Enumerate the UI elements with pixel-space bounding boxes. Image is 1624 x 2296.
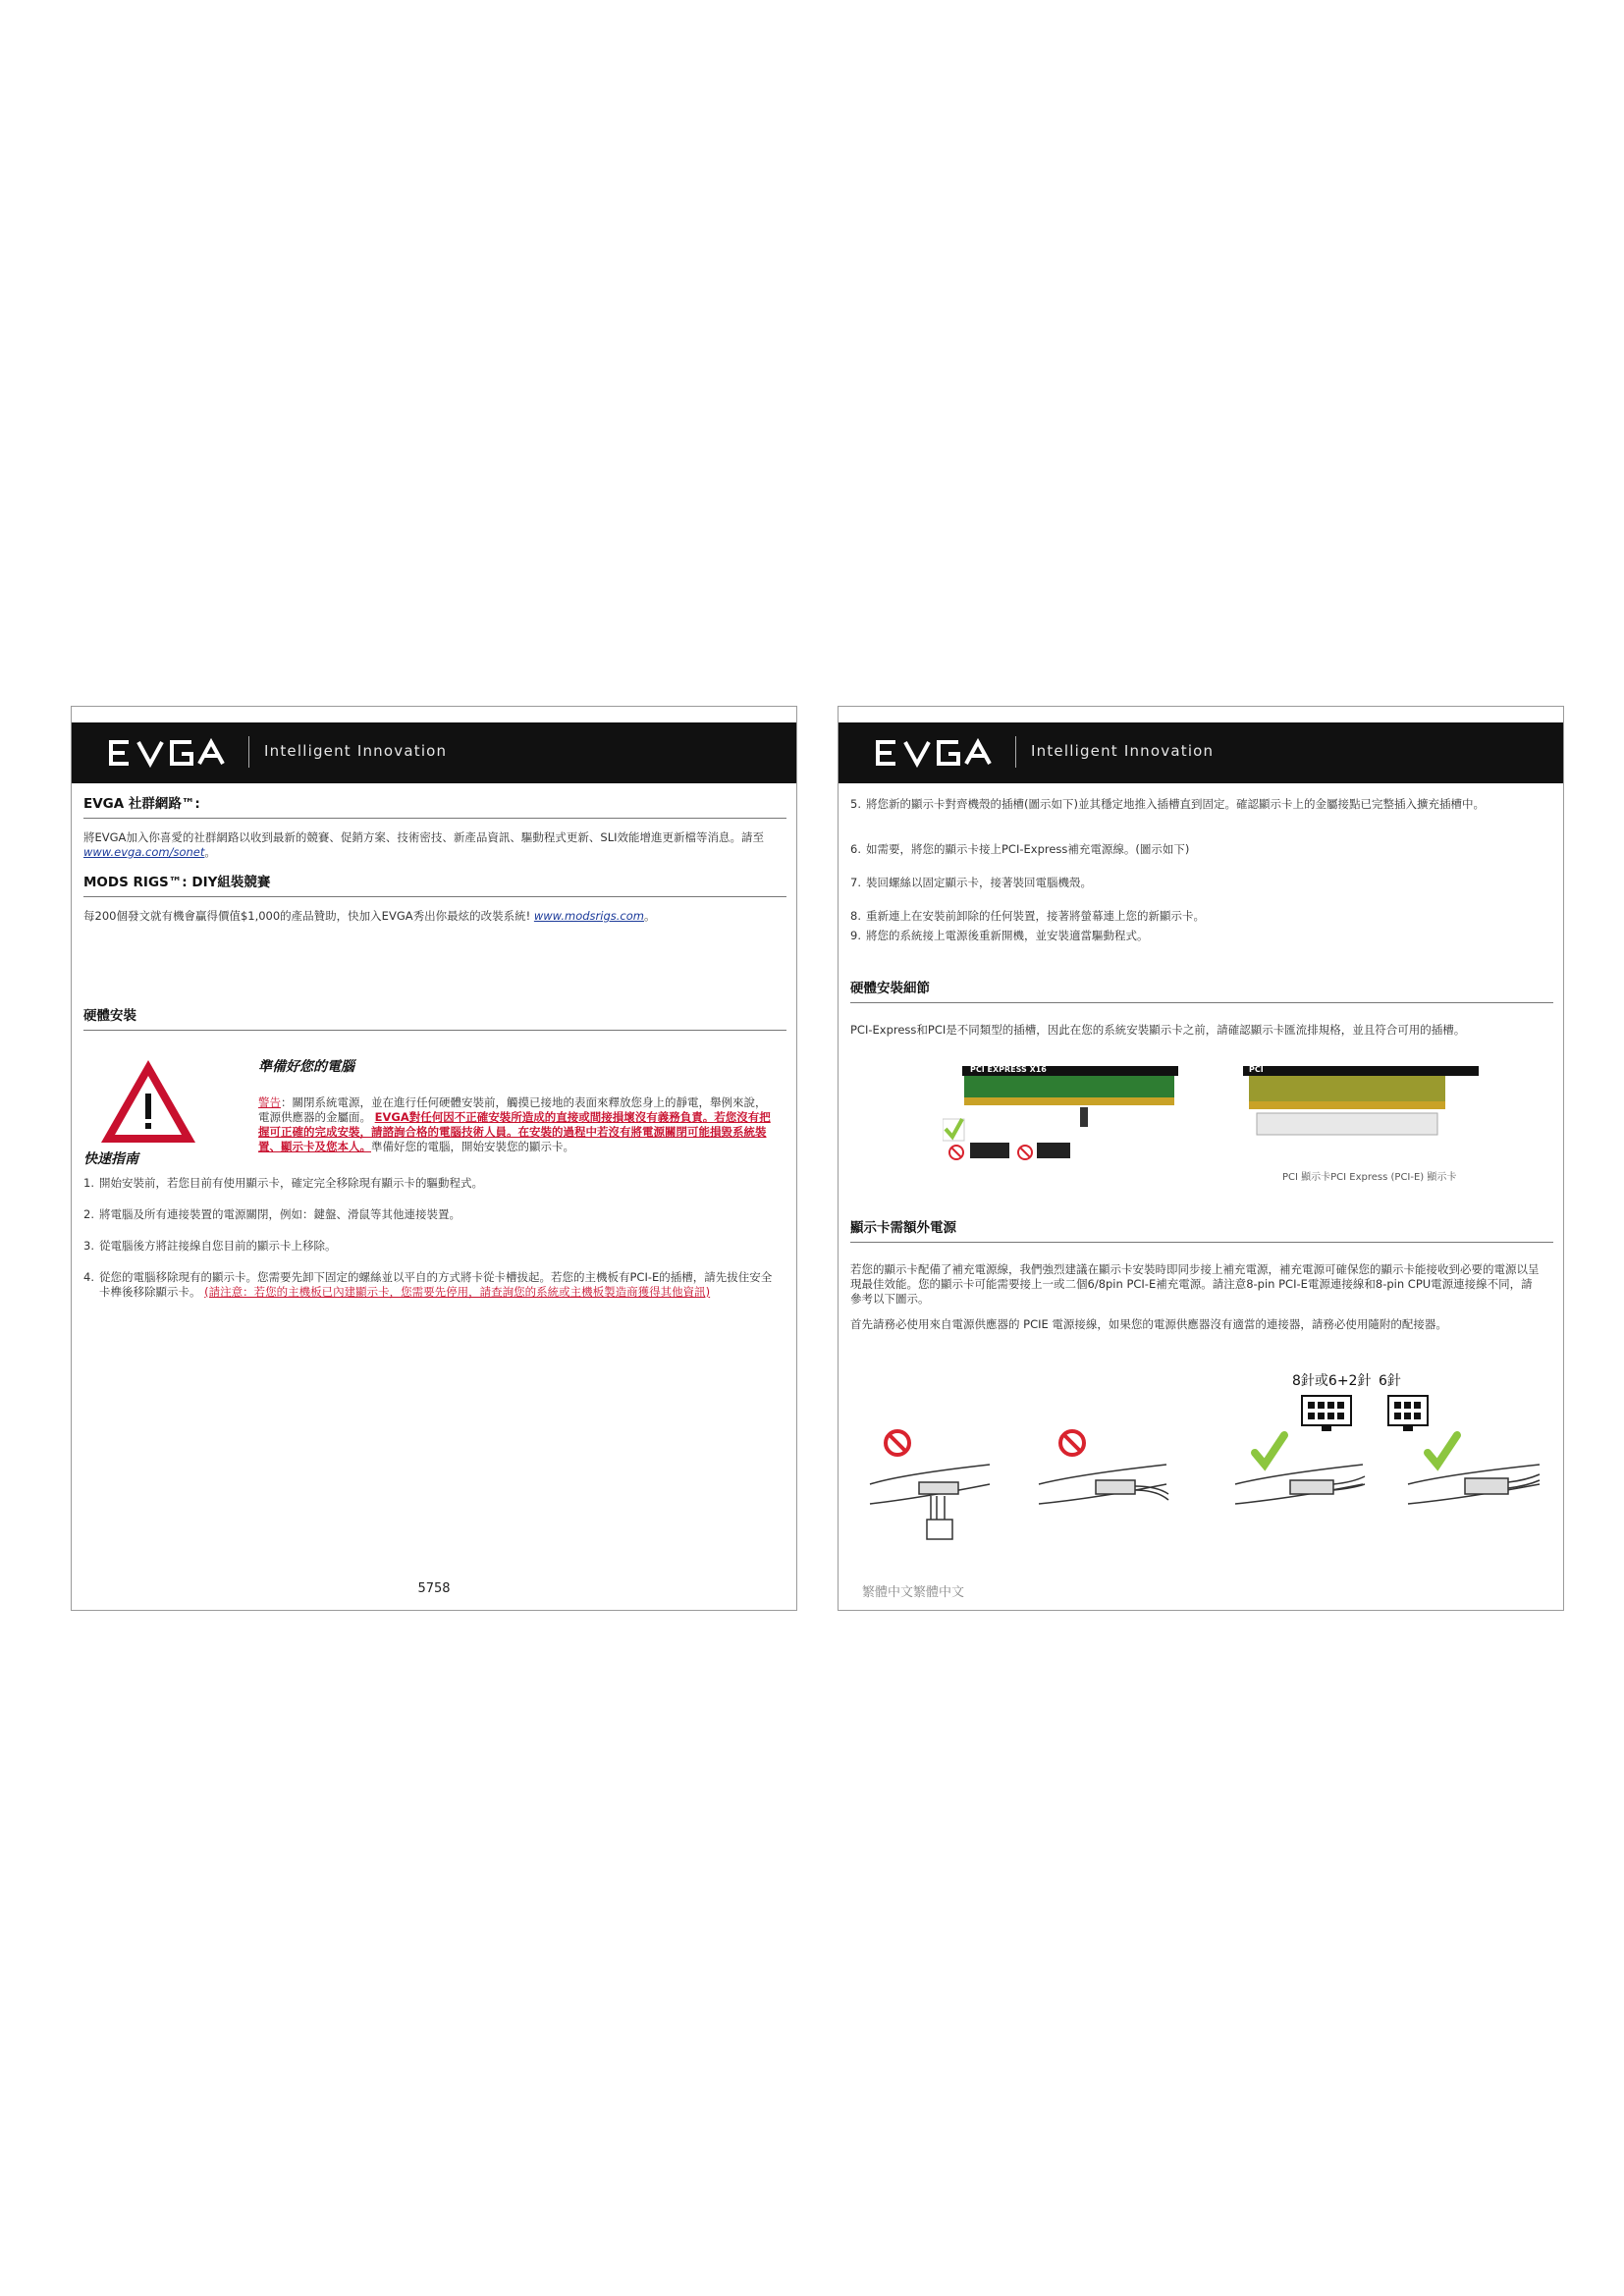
step-item bbox=[850, 929, 1542, 943]
logo-divider bbox=[248, 736, 249, 768]
step-text: 將您新的顯示卡對齊機殼的插槽(圖示如下)並其穩定地推入插槽直到固定。確認顯示卡上的金屬接點已完整插入擴充插槽中。 bbox=[866, 797, 1485, 811]
step-number: 2. bbox=[83, 1207, 94, 1221]
slot-caption: PCI 顯示卡PCI Express (PCI-E) 顯示卡 bbox=[1282, 1172, 1457, 1183]
step-note: (請注意：若您的主機板已內建顯示卡，您需要先停用，請查詢您的系統或主機板製造商獲得其他資訊) bbox=[204, 1285, 711, 1299]
manual-page-left bbox=[71, 706, 797, 1611]
social-end: 。 bbox=[204, 845, 216, 859]
tagline: Intelligent Innovation bbox=[1031, 742, 1215, 760]
evga-logo bbox=[872, 736, 1000, 770]
connector-label-6pin: 6針 bbox=[1379, 1373, 1401, 1389]
language-footer: 繁體中文繁體中文 bbox=[862, 1585, 965, 1600]
step-item bbox=[83, 1239, 775, 1254]
evga-logo bbox=[105, 736, 233, 770]
step-item bbox=[850, 876, 1542, 890]
mods-link[interactable]: www.modsrigs.com bbox=[533, 909, 644, 923]
step-item bbox=[850, 909, 1542, 924]
step-text: 將您的系統接上電源後重新開機，並安裝適當驅動程式。 bbox=[866, 929, 1149, 942]
mods-text: 每200個發文就有機會贏得價值$1,000的產品贊助，快加入EVGA秀出你最炫的改裝系統! bbox=[83, 909, 531, 923]
step-item bbox=[83, 1270, 775, 1300]
step-number: 1. bbox=[83, 1176, 94, 1190]
check-icon bbox=[1428, 1435, 1457, 1465]
detail-title: 硬體安裝細節 bbox=[850, 982, 1553, 1003]
step-number: 3. bbox=[83, 1239, 94, 1253]
step-item bbox=[850, 842, 1542, 857]
prepare-title: 準備好您的電腦 bbox=[258, 1059, 354, 1075]
pcie-slot-label: PCI EXPRESS X16 bbox=[970, 1065, 1047, 1074]
step-number: 7. bbox=[850, 876, 861, 889]
social-text: 將EVGA加入你喜愛的社群網路以收到最新的競賽、促銷方案、技術密技、新產品資訊、驅動程式更新、SLI效能增進更新檔等消息。請至 bbox=[83, 830, 765, 844]
social-link[interactable]: www.evga.com/sonet bbox=[83, 845, 205, 859]
tagline: Intelligent Innovation bbox=[264, 742, 448, 760]
logo-divider bbox=[1015, 736, 1016, 768]
step-text bbox=[99, 1270, 775, 1300]
step-text: 從電腦後方將註接線自您目前的顯示卡上移除。 bbox=[99, 1239, 337, 1253]
page-header bbox=[72, 722, 796, 783]
step-text: 重新連上在安裝前卸除的任何裝置，接著將螢幕連上您的新顯示卡。 bbox=[866, 909, 1205, 923]
step-item bbox=[83, 1176, 775, 1191]
check-icon bbox=[1255, 1435, 1284, 1465]
step-text: 如需要，將您的顯示卡接上PCI-Express補充電源線。(圖示如下) bbox=[866, 842, 1190, 856]
pci-slot-label: PCI bbox=[1249, 1065, 1264, 1074]
social-title: EVGA 社群網路™: bbox=[83, 797, 786, 819]
step-item bbox=[850, 797, 1542, 812]
power-paragraph-2: 首先請務必使用來自電源供應器的 PCIE 電源接線，如果您的電源供應器沒有適當的連接器，請務必使用隨附的配接器。 bbox=[850, 1317, 1447, 1331]
prohibit-icon bbox=[1060, 1431, 1084, 1455]
step-number: 9. bbox=[850, 929, 861, 942]
step-number: 6. bbox=[850, 842, 861, 856]
step-number: 8. bbox=[850, 909, 861, 923]
mods-end: 。 bbox=[643, 909, 656, 923]
warning-red-text: EVGA對任何因不正確安裝所造成的直接或間接損壞沒有義務負責。若您沒有把握可正確的完成安裝，請諮詢合格的電腦技術人員。在安裝的過程中若沒有將電源關閉可能損毀系統裝置、顯示卡及您本人。 bbox=[258, 1110, 771, 1153]
step-text: 裝回螺絲以固定顯示卡，接著裝回電腦機殼。 bbox=[866, 876, 1092, 889]
page-header bbox=[839, 722, 1563, 783]
power-title: 顯示卡需額外電源 bbox=[850, 1221, 1553, 1243]
warning-triangle-icon bbox=[97, 1056, 199, 1147]
power-connector-examples bbox=[862, 1425, 1549, 1563]
power-paragraph-1: 若您的顯示卡配備了補充電源線，我們強烈建議在顯示卡安裝時即同步接上補充電源，補充電源可確保您的顯示卡能接收到必要的電源以呈現最佳效能。您的顯示卡可能需要接上一或二個6/8pin PCI-E補充電源。請注意8-pin PCI-E電源連接線和8-pin CPU電源連接線不同，請參考以下圖示。 bbox=[850, 1262, 1540, 1306]
step-number: 4. bbox=[83, 1270, 94, 1284]
step-item bbox=[83, 1207, 775, 1222]
hardware-title: 硬體安裝 bbox=[83, 1009, 786, 1031]
pcie-slot-illustration bbox=[943, 1062, 1178, 1162]
social-paragraph bbox=[83, 830, 771, 860]
mods-paragraph bbox=[83, 909, 775, 924]
warning-text: ：關閉系統電源，並在進行任何硬體安裝前，觸摸已接地的表面來釋放您身上的靜電，舉例來說，電源供應器的金屬面。 bbox=[258, 1095, 767, 1124]
warning-paragraph bbox=[258, 1095, 775, 1154]
step-text: 將電腦及所有連接裝置的電源關閉，例如：鍵盤、滑鼠等其他連接裝置。 bbox=[99, 1207, 460, 1221]
manual-page-right bbox=[838, 706, 1564, 1611]
connector-label-8pin: 8針或6+2針 bbox=[1292, 1373, 1372, 1389]
step-number: 5. bbox=[850, 797, 861, 811]
mods-title: MODS RIGS™: DIY組裝競賽 bbox=[83, 876, 786, 897]
warning-tail: 準備好您的電腦，開始安裝您的顯示卡。 bbox=[371, 1140, 574, 1153]
detail-paragraph: PCI-Express和PCI是不同類型的插槽，因此在您的系統安裝顯示卡之前，請確認顯示卡匯流排規格，並且符合可用的插槽。 bbox=[850, 1023, 1466, 1037]
warning-label: 警告 bbox=[258, 1095, 281, 1109]
step-text-main: 從您的電腦移除現有的顯示卡。您需要先卸下固定的螺絲並以平自的方式將卡從卡槽拔起。若您的主機板有PCI-E的插槽，請先拔住安全卡榫後移除顯示卡。 bbox=[99, 1270, 773, 1299]
page-number: 5758 bbox=[417, 1581, 451, 1596]
quick-guide-title: 快速指南 bbox=[83, 1151, 138, 1167]
step-text: 開始安裝前，若您目前有使用顯示卡，確定完全移除現有顯示卡的驅動程式。 bbox=[99, 1176, 483, 1190]
prohibit-icon bbox=[886, 1431, 909, 1455]
pci-slot-illustration bbox=[1243, 1062, 1479, 1141]
